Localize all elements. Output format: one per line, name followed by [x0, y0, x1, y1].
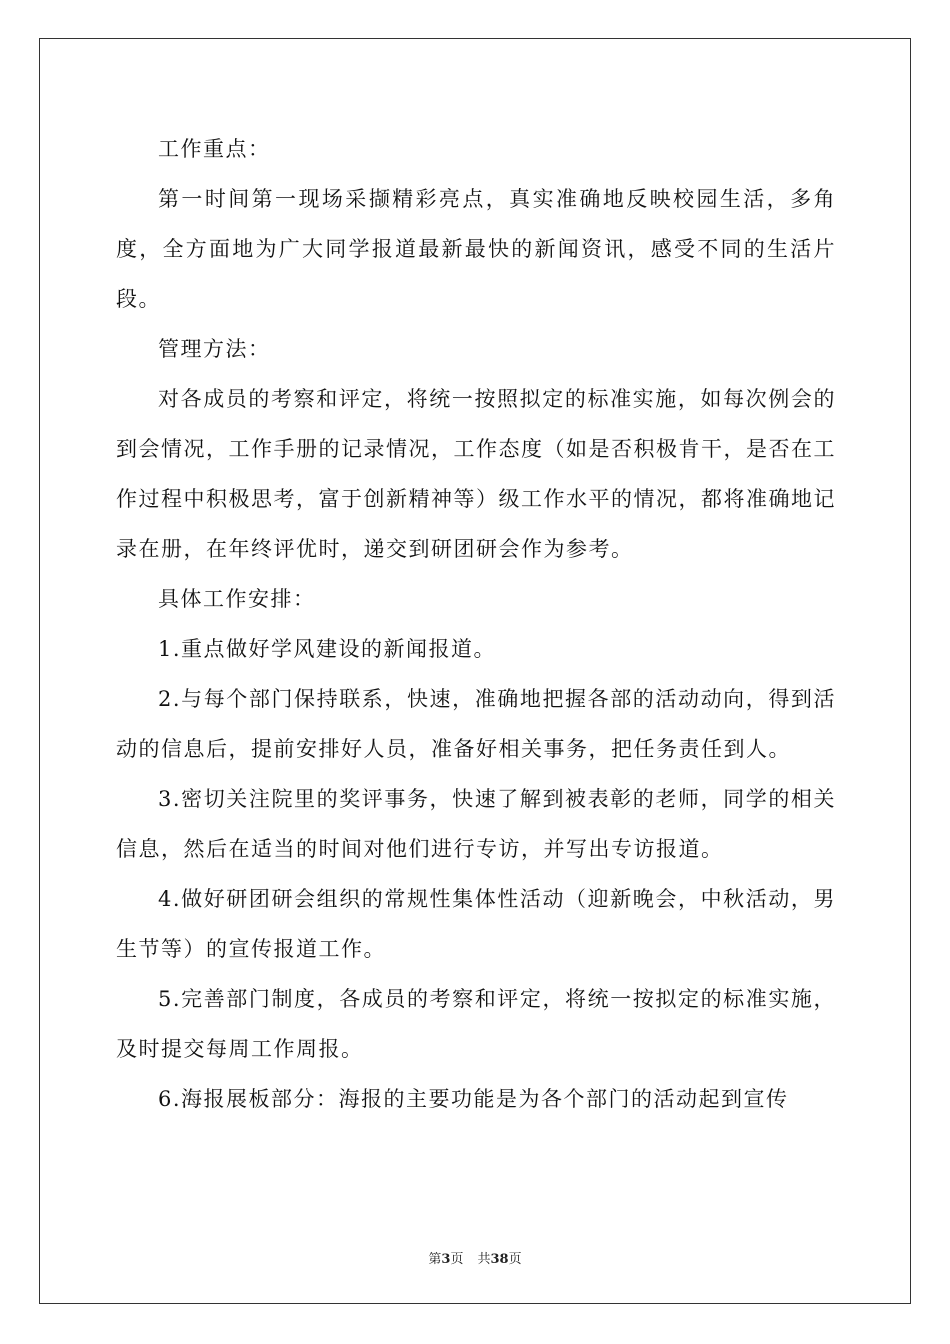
heading-arrangements: 具体工作安排：: [158, 587, 316, 611]
paragraph-management: 对各成员的考察和评定，将统一按照拟定的标准实施，如每次例会的到会情况，工作手册的记录情况，工作态度（如是否积极肯干，是否在工作过程中积极思考，富于创新精神等）级工作水平的情况，都将准确地记录在册，在年终评优时，递交到研团研会作为参考。: [116, 387, 836, 561]
page-suffix: 页: [450, 1252, 464, 1267]
total-suffix: 页: [508, 1252, 522, 1267]
list-item-5: 5.完善部门制度，各成员的考察和评定，将统一按拟定的标准实施，及时提交每周工作周报。: [116, 987, 836, 1061]
page-footer: [0, 1248, 950, 1267]
list-item-6: 6.海报展板部分：海报的主要功能是为各个部门的活动起到宣传: [158, 1087, 789, 1111]
heading-work-focus: 工作重点：: [158, 137, 271, 161]
total-pages: 38: [490, 1252, 509, 1267]
list-item-4: 4.做好研团研会组织的常规性集体性活动（迎新晚会，中秋活动，男生节等）的宣传报道工作。: [116, 887, 836, 961]
list-item-2: 2.与每个部门保持联系，快速，准确地把握各部的活动动向，得到活动的信息后，提前安排好人员，准备好相关事务，把任务责任到人。: [116, 687, 836, 761]
page-prefix: 第: [428, 1252, 442, 1267]
list-item-1: 1.重点做好学风建设的新闻报道。: [158, 637, 497, 661]
paragraph-work-focus: 第一时间第一现场采撷精彩亮点，真实准确地反映校园生活，多角度，全方面地为广大同学报道最新最快的新闻资讯，感受不同的生活片段。: [116, 187, 836, 311]
total-prefix: 共: [477, 1252, 491, 1267]
list-item-3: 3.密切关注院里的奖评事务，快速了解到被表彰的老师，同学的相关信息，然后在适当的时间对他们进行专访，并写出专访报道。: [116, 787, 836, 861]
page-number: 3: [441, 1252, 451, 1267]
heading-management: 管理方法：: [158, 337, 271, 361]
document-body: [116, 124, 836, 1124]
